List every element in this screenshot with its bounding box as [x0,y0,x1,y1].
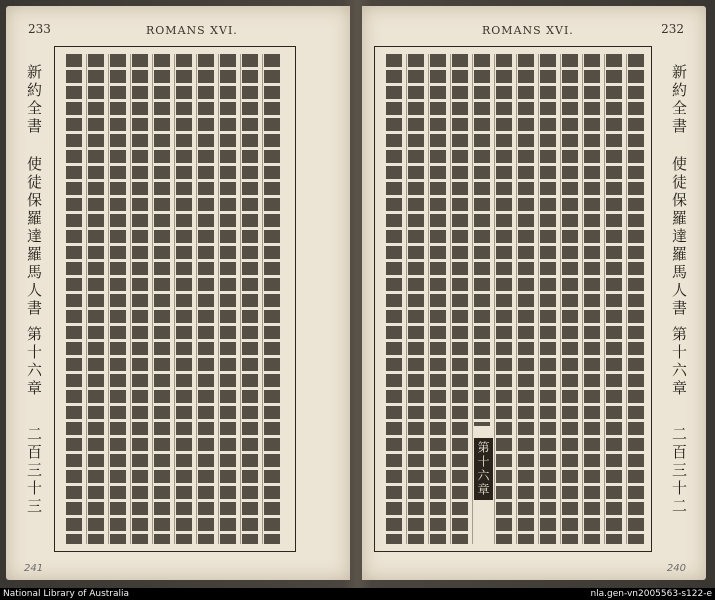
source-identifier: nla.gen-vn2005563-s122-e [590,589,712,599]
left-book-title: 新約全書 [25,64,43,136]
left-page-footer: 二百三十三 [25,426,43,516]
left-page-number: 233 [28,22,51,36]
right-page-number: 232 [661,22,684,36]
left-body-text [62,54,290,544]
left-chapter-heading: 使徒保羅達羅馬人書 第十六章 [25,156,43,398]
source-footer [0,588,715,600]
right-page-footer: 二百三十二 [670,426,688,516]
right-book-title: 新約全書 [670,64,688,136]
source-label: National Library of Australia [3,589,130,599]
left-running-head: ROMANS XVI. [146,24,238,37]
right-running-head: ROMANS XVI. [482,24,574,37]
left-pencil-note: 241 [24,563,44,574]
right-chapter-heading: 使徒保羅達羅馬人書 第十六章 [670,156,688,398]
chapter-marker: 第十六章 [474,438,493,500]
right-page [362,6,706,580]
left-page [6,6,350,580]
right-pencil-note: 240 [666,563,686,574]
right-body-text [382,54,644,544]
